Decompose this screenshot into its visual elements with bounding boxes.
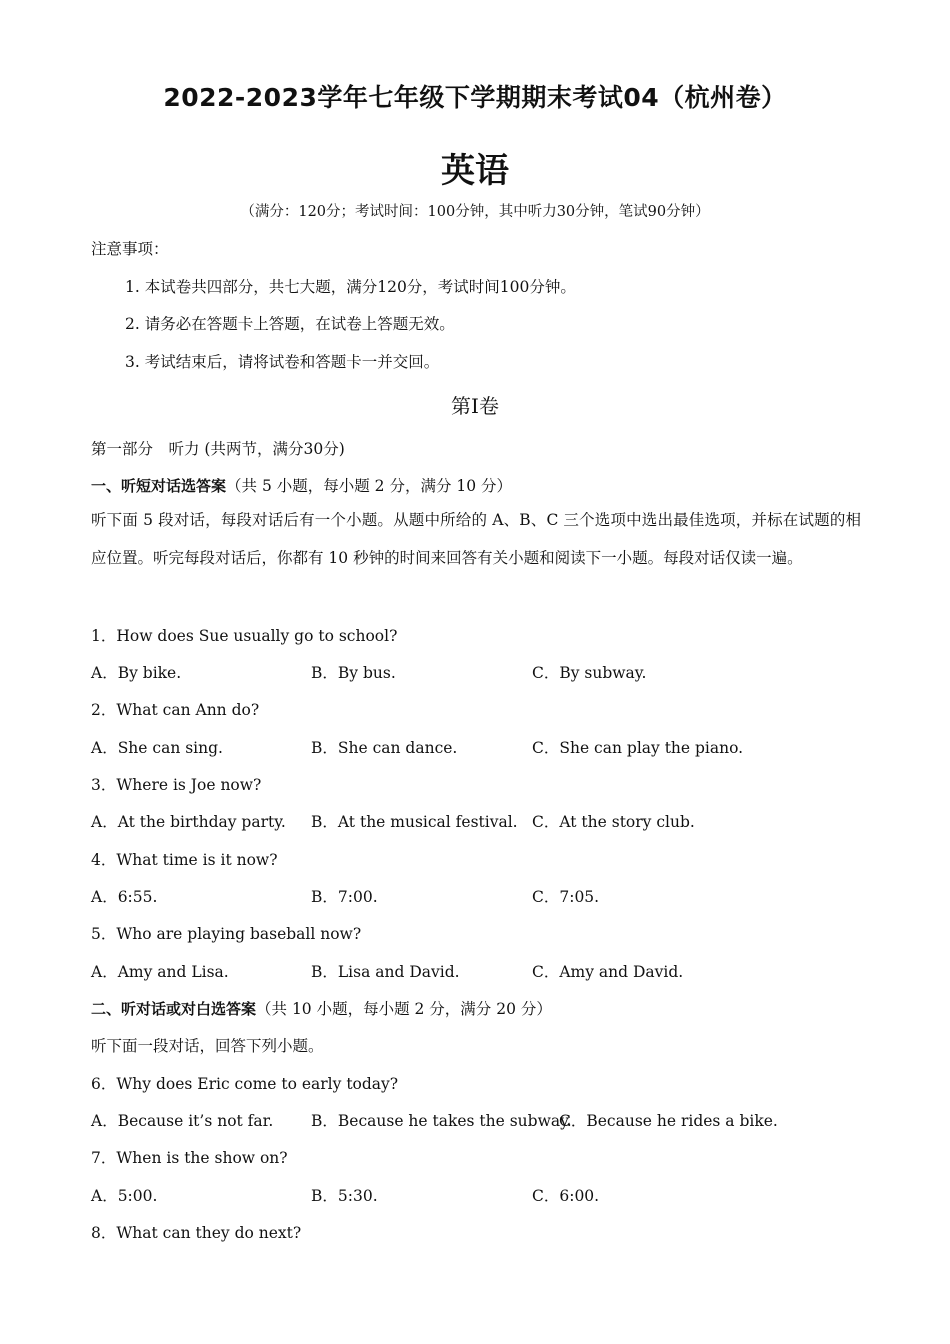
option-c: C．By subway.: [532, 664, 647, 682]
option-c: C．7:05.: [532, 888, 600, 906]
subject-title: 英语: [441, 151, 509, 191]
option-a: A．5:00.: [91, 1187, 158, 1205]
option-b: B．5:30.: [311, 1187, 378, 1205]
question-text: 3．Where is Joe now?: [91, 776, 262, 794]
option-a: A．6:55.: [91, 888, 158, 906]
notice-item: 3. 考试结束后，请将试卷和答题卡一并交回。: [125, 353, 440, 371]
question-text: 8．What can they do next?: [91, 1224, 302, 1242]
option-c: C．Amy and David.: [532, 963, 684, 981]
option-c: C．Because he rides a bike.: [559, 1112, 778, 1130]
option-c: C．6:00.: [532, 1187, 600, 1205]
exam-title: 2022-2023学年七年级下学期期末考试04（杭州卷）: [163, 83, 787, 112]
option-b: B．She can dance.: [311, 739, 458, 757]
option-b: B．7:00.: [311, 888, 378, 906]
option-c: C．She can play the piano.: [532, 739, 744, 757]
option-b: B．Because he takes the subway.: [311, 1112, 572, 1130]
option-a: A．Because it’s not far.: [91, 1112, 274, 1130]
question-text: 6．Why does Eric come to early today?: [91, 1075, 399, 1093]
section-score: （共 5 小题，每小题 2 分，满分 10 分）: [226, 477, 513, 495]
question-text: 7．When is the show on?: [91, 1149, 288, 1167]
section-heading: [91, 474, 512, 496]
question-text: 1．How does Sue usually go to school?: [91, 627, 398, 645]
section-score: （共 10 小题，每小题 2 分，满分 20 分）: [256, 1000, 552, 1018]
option-c: C．At the story club.: [532, 813, 695, 831]
notice-item: 2. 请务必在答题卡上答题，在试卷上答题无效。: [125, 315, 455, 333]
question-text: 2．What can Ann do?: [91, 701, 260, 719]
score-note: （满分：120分；考试时间：100分钟，其中听力30分钟，笔试90分钟）: [240, 204, 710, 220]
option-a: A．At the birthday party.: [91, 813, 286, 831]
option-b: B．By bus.: [311, 664, 396, 682]
option-a: A．She can sing.: [91, 739, 223, 757]
notice-item: 1. 本试卷共四部分，共七大题，满分120分，考试时间100分钟。: [125, 278, 576, 296]
option-a: A．Amy and Lisa.: [91, 963, 229, 981]
volume-heading: 第I卷: [451, 394, 499, 418]
section-title: 二、听对话或对白选答案: [91, 1000, 257, 1018]
part-heading: 第一部分 听力 (共两节，满分30分): [91, 440, 345, 458]
option-a: A．By bike.: [91, 664, 182, 682]
section-title: 一、听短对话选答案: [91, 477, 227, 495]
section-instructions: 听下面 5 段对话，每段对话后有一个小题。从题中所给的 A、B、C 三个选项中选出最佳选项，并标在试题的相应位置。听完每段对话后，你都有 10 秒钟的时间来回答有关小题和阅读下一小题。每段对话仅读一遍。: [91, 511, 861, 567]
section-heading: [91, 997, 552, 1019]
question-text: 5．Who are playing baseball now?: [91, 925, 362, 943]
question-text: 4．What time is it now?: [91, 851, 278, 869]
option-b: B．Lisa and David.: [311, 963, 460, 981]
section-instructions: 听下面一段对话，回答下列小题。: [91, 1037, 324, 1055]
notice-heading: 注意事项：: [91, 240, 169, 258]
option-b: B．At the musical festival.: [311, 813, 518, 831]
